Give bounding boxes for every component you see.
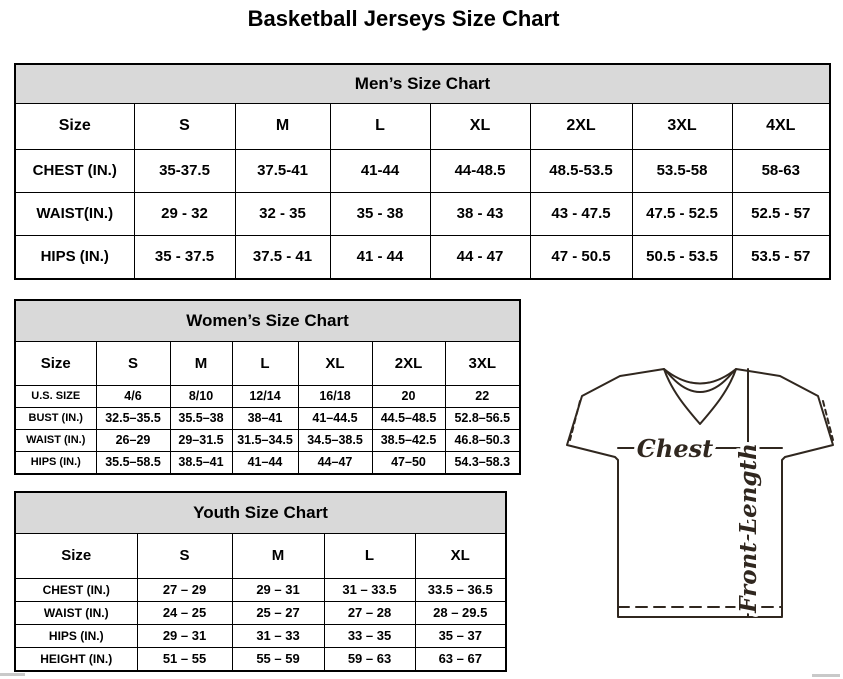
table-row xyxy=(16,601,505,624)
size-value-cell: 52.8–56.5 xyxy=(445,407,519,429)
size-value-cell: 48.5-53.5 xyxy=(530,149,632,192)
size-column-label: Size xyxy=(16,342,96,385)
column-header-2xl: 2XL xyxy=(530,104,632,149)
size-value-cell: 26–29 xyxy=(96,429,170,451)
size-value-cell: 20 xyxy=(372,385,445,407)
size-value-cell: 35 - 37.5 xyxy=(134,235,235,278)
table-row xyxy=(16,149,829,192)
table-row xyxy=(16,407,519,429)
youth-size-table xyxy=(16,534,505,670)
header-row xyxy=(16,104,829,149)
womens-size-chart xyxy=(14,299,521,475)
size-value-cell: 12/14 xyxy=(232,385,298,407)
size-value-cell: 16/18 xyxy=(298,385,372,407)
table-row xyxy=(16,192,829,235)
size-value-cell: 33.5 – 36.5 xyxy=(415,578,505,601)
size-value-cell: 35 – 37 xyxy=(415,624,505,647)
jersey-outline xyxy=(567,369,833,617)
size-column-label: Size xyxy=(16,104,134,149)
size-value-cell: 44–47 xyxy=(298,451,372,473)
collar-curve-inner xyxy=(667,372,733,392)
size-value-cell: 50.5 - 53.5 xyxy=(632,235,732,278)
size-value-cell: 53.5-58 xyxy=(632,149,732,192)
header-row xyxy=(16,342,519,385)
size-value-cell: 59 – 63 xyxy=(324,647,415,670)
size-value-cell: 32 - 35 xyxy=(235,192,330,235)
column-header-l: L xyxy=(324,534,415,578)
column-header-3xl: 3XL xyxy=(445,342,519,385)
mens-size-chart xyxy=(14,63,831,280)
size-value-cell: 27 – 28 xyxy=(324,601,415,624)
size-value-cell: 31 – 33.5 xyxy=(324,578,415,601)
size-value-cell: 31.5–34.5 xyxy=(232,429,298,451)
size-value-cell: 41–44 xyxy=(232,451,298,473)
size-value-cell: 8/10 xyxy=(170,385,232,407)
row-label: CHEST (IN.) xyxy=(16,149,134,192)
size-value-cell: 51 – 55 xyxy=(137,647,232,670)
size-value-cell: 34.5–38.5 xyxy=(298,429,372,451)
column-header-l: L xyxy=(232,342,298,385)
scrollbar-fragment-right xyxy=(812,674,840,677)
row-label: HIPS (IN.) xyxy=(16,624,137,647)
youth-chart-title: Youth Size Chart xyxy=(16,493,505,534)
size-value-cell: 47.5 - 52.5 xyxy=(632,192,732,235)
size-value-cell: 58-63 xyxy=(732,149,829,192)
size-value-cell: 43 - 47.5 xyxy=(530,192,632,235)
table-row xyxy=(16,429,519,451)
size-value-cell: 55 – 59 xyxy=(232,647,324,670)
row-label: U.S. SIZE xyxy=(16,385,96,407)
size-value-cell: 4/6 xyxy=(96,385,170,407)
table-row xyxy=(16,647,505,670)
column-header-4xl: 4XL xyxy=(732,104,829,149)
size-value-cell: 27 – 29 xyxy=(137,578,232,601)
size-value-cell: 29 – 31 xyxy=(232,578,324,601)
front-length-label: Front Length xyxy=(735,443,762,613)
size-value-cell: 46.8–50.3 xyxy=(445,429,519,451)
size-value-cell: 37.5 - 41 xyxy=(235,235,330,278)
mens-size-table xyxy=(16,104,829,278)
jersey-measurement-diagram xyxy=(560,360,843,625)
size-value-cell: 38.5–41 xyxy=(170,451,232,473)
womens-size-table xyxy=(16,342,519,473)
page-title: Basketball Jerseys Size Chart xyxy=(247,6,560,31)
row-label: WAIST (IN.) xyxy=(16,601,137,624)
header-row xyxy=(16,534,505,578)
column-header-s: S xyxy=(134,104,235,149)
size-value-cell: 29 - 32 xyxy=(134,192,235,235)
column-header-2xl: 2XL xyxy=(372,342,445,385)
size-value-cell: 41-44 xyxy=(330,149,430,192)
column-header-m: M xyxy=(235,104,330,149)
size-value-cell: 41 - 44 xyxy=(330,235,430,278)
size-value-cell: 31 – 33 xyxy=(232,624,324,647)
size-value-cell: 52.5 - 57 xyxy=(732,192,829,235)
size-value-cell: 35-37.5 xyxy=(134,149,235,192)
column-header-xl: XL xyxy=(430,104,530,149)
table-row xyxy=(16,624,505,647)
size-value-cell: 54.3–58.3 xyxy=(445,451,519,473)
size-value-cell: 38.5–42.5 xyxy=(372,429,445,451)
size-value-cell: 33 – 35 xyxy=(324,624,415,647)
size-value-cell: 44.5–48.5 xyxy=(372,407,445,429)
size-value-cell: 35 - 38 xyxy=(330,192,430,235)
size-value-cell: 24 – 25 xyxy=(137,601,232,624)
column-header-xl: XL xyxy=(415,534,505,578)
row-label: WAIST(IN.) xyxy=(16,192,134,235)
column-header-s: S xyxy=(96,342,170,385)
size-value-cell: 41–44.5 xyxy=(298,407,372,429)
column-header-l: L xyxy=(330,104,430,149)
column-header-m: M xyxy=(232,534,324,578)
size-value-cell: 44-48.5 xyxy=(430,149,530,192)
row-label: HEIGHT (IN.) xyxy=(16,647,137,670)
size-value-cell: 29 – 31 xyxy=(137,624,232,647)
column-header-3xl: 3XL xyxy=(632,104,732,149)
size-value-cell: 22 xyxy=(445,385,519,407)
table-row xyxy=(16,385,519,407)
size-value-cell: 44 - 47 xyxy=(430,235,530,278)
scrollbar-fragment-left xyxy=(0,673,25,676)
row-label: CHEST (IN.) xyxy=(16,578,137,601)
chest-label: Chest xyxy=(636,434,714,463)
womens-chart-title: Women’s Size Chart xyxy=(16,301,519,342)
size-value-cell: 38–41 xyxy=(232,407,298,429)
size-value-cell: 53.5 - 57 xyxy=(732,235,829,278)
table-row xyxy=(16,451,519,473)
column-header-s: S xyxy=(137,534,232,578)
youth-size-chart xyxy=(14,491,507,672)
size-value-cell: 35.5–38 xyxy=(170,407,232,429)
size-value-cell: 25 – 27 xyxy=(232,601,324,624)
size-value-cell: 29–31.5 xyxy=(170,429,232,451)
size-value-cell: 63 – 67 xyxy=(415,647,505,670)
size-value-cell: 47 - 50.5 xyxy=(530,235,632,278)
row-label: BUST (IN.) xyxy=(16,407,96,429)
table-row xyxy=(16,235,829,278)
column-header-m: M xyxy=(170,342,232,385)
size-value-cell: 28 – 29.5 xyxy=(415,601,505,624)
size-value-cell: 35.5–58.5 xyxy=(96,451,170,473)
row-label: WAIST (IN.) xyxy=(16,429,96,451)
size-value-cell: 32.5–35.5 xyxy=(96,407,170,429)
row-label: HIPS (IN.) xyxy=(16,235,134,278)
size-value-cell: 38 - 43 xyxy=(430,192,530,235)
size-column-label: Size xyxy=(16,534,137,578)
column-header-xl: XL xyxy=(298,342,372,385)
size-value-cell: 37.5-41 xyxy=(235,149,330,192)
mens-chart-title: Men’s Size Chart xyxy=(16,65,829,104)
row-label: HIPS (IN.) xyxy=(16,451,96,473)
size-value-cell: 47–50 xyxy=(372,451,445,473)
table-row xyxy=(16,578,505,601)
